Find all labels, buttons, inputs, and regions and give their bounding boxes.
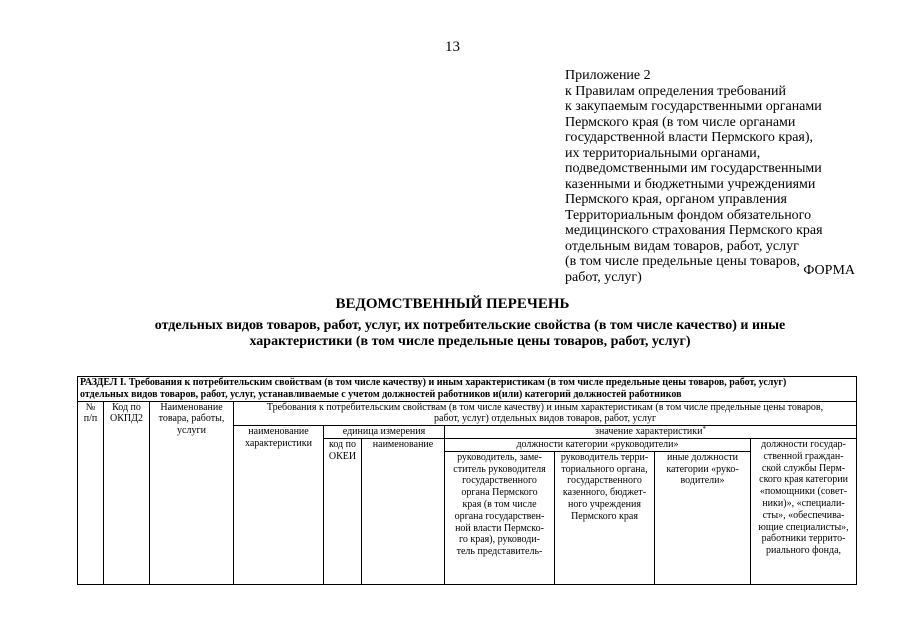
civil-service-header [751, 438, 857, 584]
text-line: органа Пермского [461, 487, 538, 499]
text-line: характеристики (в том числе предельные цены товаров, работ, услуг) [249, 333, 691, 349]
text-line: края (в том числе [462, 498, 537, 510]
text-line: ственной граждан- [763, 450, 844, 462]
text-line: должности государ- [761, 438, 846, 450]
text-line: риального фонда, [766, 545, 842, 557]
text-line: казенными и бюджетными учреждениями [565, 176, 816, 192]
col-number-header: № п/п [78, 401, 104, 584]
col-name-header: Наименование товара, работы, услуги [150, 401, 234, 584]
text-line: ского края категории [759, 474, 848, 486]
text-line: иные должности [667, 451, 738, 463]
text-line: сты», «обеспечива- [762, 509, 845, 521]
text-line: работники террито- [761, 533, 846, 545]
char-value-label: значение характеристики [595, 426, 703, 438]
text-line: к закупаемым государственными органами [565, 99, 822, 114]
text-line: государственного [567, 475, 642, 487]
text-line: их территориальными органами, [565, 145, 761, 161]
requirements-header: Требования к потребительским свойствам (в том числе качеству) и иным характеристикам (в том числе предельные цены товаров, работ, услуг) отдельных видов товаров, работ, услуг [234, 401, 857, 426]
text-line: отдельных видов товаров, работ, услуг, устанавливаемые с учетом должностей работников и(или) категорий должностей работников [80, 388, 682, 400]
text-line: к Правилам определения требований [565, 83, 787, 99]
text-line: ститель руководителя [453, 463, 546, 475]
char-name-header: наименование характеристики [234, 426, 324, 585]
text-line: ской службы Перм- [761, 462, 846, 474]
text-line: ной власти Пермско- [455, 522, 544, 534]
unit-header: единица измерения [324, 426, 445, 439]
text-line: отдельным видам товаров, работ, услуг [565, 238, 799, 254]
col-okpd-header: Код по ОКПД2 [104, 401, 150, 584]
category-leaders-header: должности категории «руководители» [445, 438, 751, 451]
text-line: Пермского края, органом управления [565, 192, 787, 207]
text-line: Пермского края (в том числе органами [565, 114, 796, 130]
text-line: Пермского края [571, 510, 638, 522]
form-label: ФОРМА [803, 263, 855, 278]
text-line: государственного [462, 475, 537, 487]
text-line: казенного, бюджет- [562, 487, 647, 499]
text-line: го края), руководи- [459, 534, 540, 546]
requirements-table [77, 376, 857, 585]
text-line: ющие специалисты», [758, 521, 849, 533]
text-line: тель представитель- [456, 546, 543, 558]
text-line: работ, услуг) [565, 269, 642, 285]
page-number: 13 [445, 39, 460, 55]
unit-name-header: наименование [362, 438, 445, 584]
text-line: Территориальным фондом обязательного [565, 207, 812, 223]
char-value-header [445, 426, 857, 439]
text-line: РАЗДЕЛ I. Требования к потребительским свойствам (в том числе качеству) и иным характеристикам (в том числе предельные цены товаров, работ, услуг) [80, 377, 787, 388]
text-line: руководитель, заме- [457, 451, 542, 463]
text-line: ториального органа, [561, 463, 648, 475]
section-heading [78, 377, 857, 402]
unit-code-header: код по ОКЕИ [324, 438, 362, 584]
document-subtitle [80, 318, 860, 349]
text-line: органа государствен- [454, 510, 545, 522]
leader-col-territorial-head [555, 451, 655, 584]
text-line: ники)», «специали- [762, 497, 845, 509]
appendix-note [565, 68, 895, 285]
text-line: медицинского страхования Пермского края [565, 223, 823, 238]
leader-col-head-of-agency [445, 451, 555, 584]
text-line: государственной власти Пермского края), [565, 130, 814, 145]
text-line: подведомственными им государственными [565, 161, 822, 176]
text-line: Приложение 2 [565, 68, 651, 83]
text-line: (в том числе предельные цены товаров, [565, 254, 800, 269]
text-line: «помощники (совет- [759, 486, 848, 498]
text-line: ного учреждения [568, 498, 641, 510]
leader-col-other [655, 451, 751, 584]
document-title: ВЕДОМСТВЕННЫЙ ПЕРЕЧЕНЬ [335, 296, 570, 312]
text-line: отдельных видов товаров, работ, услуг, их потребительские свойства (в том числе качество) и иные [154, 318, 786, 333]
text-line: водители» [680, 475, 725, 487]
footnote-mark: * [702, 425, 706, 434]
text-line: руководитель терри- [560, 451, 649, 463]
text-line: категории «руко- [666, 463, 739, 475]
